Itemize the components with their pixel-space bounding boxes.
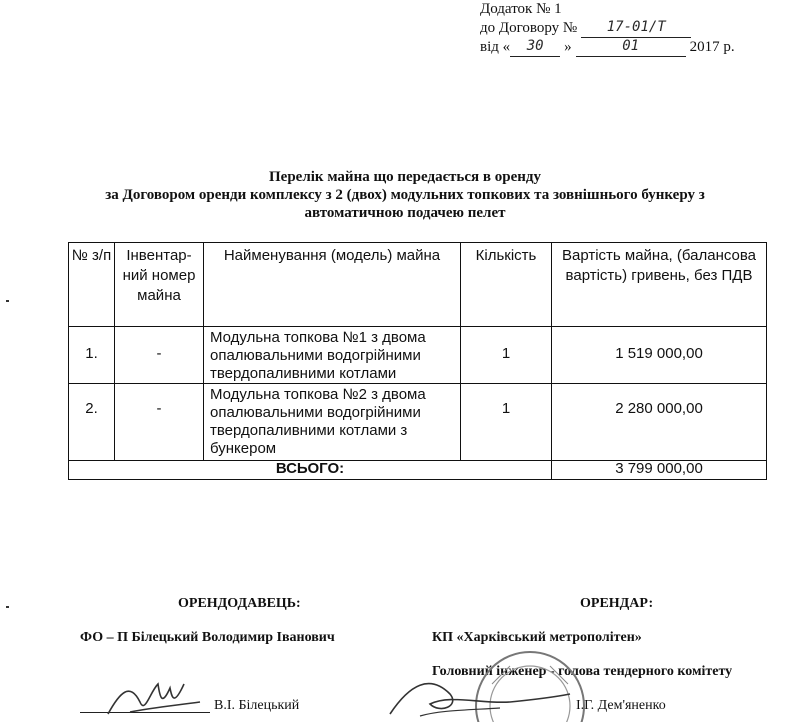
row-num: 2. bbox=[69, 384, 115, 461]
lessee-signature-scribble bbox=[380, 664, 580, 722]
row-value: 2 280 000,00 bbox=[552, 384, 767, 461]
row-quantity: 1 bbox=[461, 327, 552, 384]
row-inventory: - bbox=[115, 384, 204, 461]
annex-title-line bbox=[480, 0, 780, 19]
lessee-heading: ОРЕНДАР: bbox=[580, 596, 654, 611]
row-num: 1. bbox=[69, 327, 115, 384]
date-month: 01 bbox=[576, 37, 686, 57]
table-total-row bbox=[69, 461, 767, 480]
annex-title: Додаток № 1 bbox=[480, 1, 562, 17]
row-name: Модульна топкова №1 з двома опалювальними водогрійними твердопаливними котлами bbox=[204, 327, 461, 384]
row-name: Модульна топкова №2 з двома опалювальними водогрійними твердопаливними котлами з бункером bbox=[204, 384, 461, 461]
property-table bbox=[68, 242, 767, 480]
lessee-entity: КП «Харківський метрополітен» bbox=[432, 630, 642, 645]
header-quantity: Кількість bbox=[461, 243, 552, 327]
row-value: 1 519 000,00 bbox=[552, 327, 767, 384]
header-value: Вартість майна, (балансова вартість) гривень, без ПДВ bbox=[552, 243, 767, 327]
lessor-signer: В.І. Білецький bbox=[214, 698, 300, 713]
lessor-heading: ОРЕНДОДАВЕЦЬ: bbox=[178, 596, 301, 611]
total-value: 3 799 000,00 bbox=[552, 461, 767, 480]
header-inventory: Інвентар-ний номер майна bbox=[115, 243, 204, 327]
date-year: 2017 р. bbox=[689, 39, 735, 55]
lessee-signer: І.Г. Дем'яненко bbox=[576, 698, 666, 713]
row-inventory: - bbox=[115, 327, 204, 384]
table-row bbox=[69, 384, 767, 461]
row-quantity: 1 bbox=[461, 384, 552, 461]
date-mid: » bbox=[564, 39, 572, 55]
annex-header bbox=[480, 0, 780, 57]
contract-number: 17-01/Т bbox=[581, 18, 691, 38]
table-row bbox=[69, 327, 767, 384]
contract-prefix: до Договору № bbox=[480, 20, 578, 36]
document-heading bbox=[40, 168, 770, 222]
date-day: 30 bbox=[510, 37, 560, 57]
lessor-signature-scribble bbox=[100, 662, 210, 722]
lessor-entity: ФО – П Білецький Володимир Іванович bbox=[80, 630, 335, 645]
heading-line-3: автоматичною подачею пелет bbox=[304, 205, 506, 221]
scan-mark bbox=[6, 300, 9, 302]
date-prefix: від « bbox=[480, 39, 511, 55]
heading-line-2: за Договором оренди комплексу з 2 (двох) модульних топкових та зовнішнього бункеру з bbox=[105, 187, 705, 203]
heading-line-1: Перелік майна що передається в оренду bbox=[269, 169, 541, 185]
header-name: Найменування (модель) майна bbox=[204, 243, 461, 327]
table-header-row bbox=[69, 243, 767, 327]
lessee-position: Головний інженер - голова тендерного комітету bbox=[432, 664, 733, 679]
header-num: № з/п bbox=[69, 243, 115, 327]
total-label: ВСЬОГО: bbox=[69, 461, 552, 480]
contract-number-line bbox=[480, 19, 780, 38]
contract-date-line bbox=[480, 38, 780, 57]
scan-mark bbox=[6, 606, 9, 608]
